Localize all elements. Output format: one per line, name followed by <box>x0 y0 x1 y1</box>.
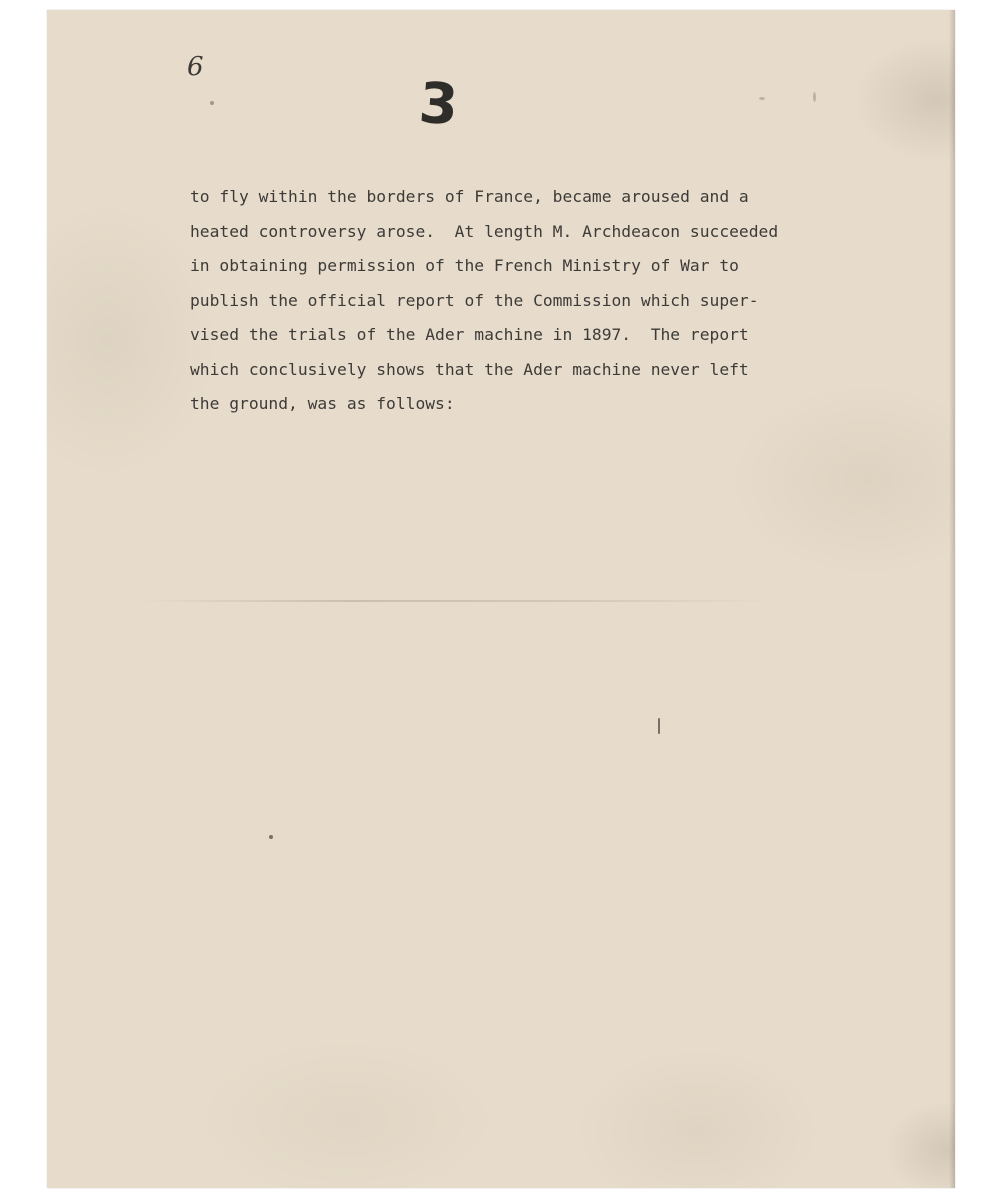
text-line: to fly within the borders of France, became aroused and a <box>190 187 749 206</box>
paper-speck <box>813 92 816 102</box>
text-line: which conclusively shows that the Ader machine never left <box>190 359 749 379</box>
text-line: vised the trials of the Ader machine in 1897. The report <box>190 325 749 344</box>
text-line: heated controversy arose. At length M. Archdeacon succeeded <box>190 221 779 241</box>
text-line: in obtaining permission of the French Ministry of War to <box>190 256 739 275</box>
paper-speck <box>658 718 660 734</box>
paper-speck <box>759 97 765 100</box>
typed-paragraph <box>190 180 910 422</box>
text-line: the ground, was as follows: <box>190 394 455 413</box>
handwritten-corner-mark: 6 <box>187 52 204 82</box>
text-line: publish the official report of the Commission which super- <box>190 290 759 310</box>
paper-speck <box>210 101 214 105</box>
paper-fold-crease <box>137 600 777 602</box>
document-page <box>47 10 955 1188</box>
paper-speck <box>269 835 273 839</box>
handwritten-page-number: 3 <box>416 70 461 139</box>
